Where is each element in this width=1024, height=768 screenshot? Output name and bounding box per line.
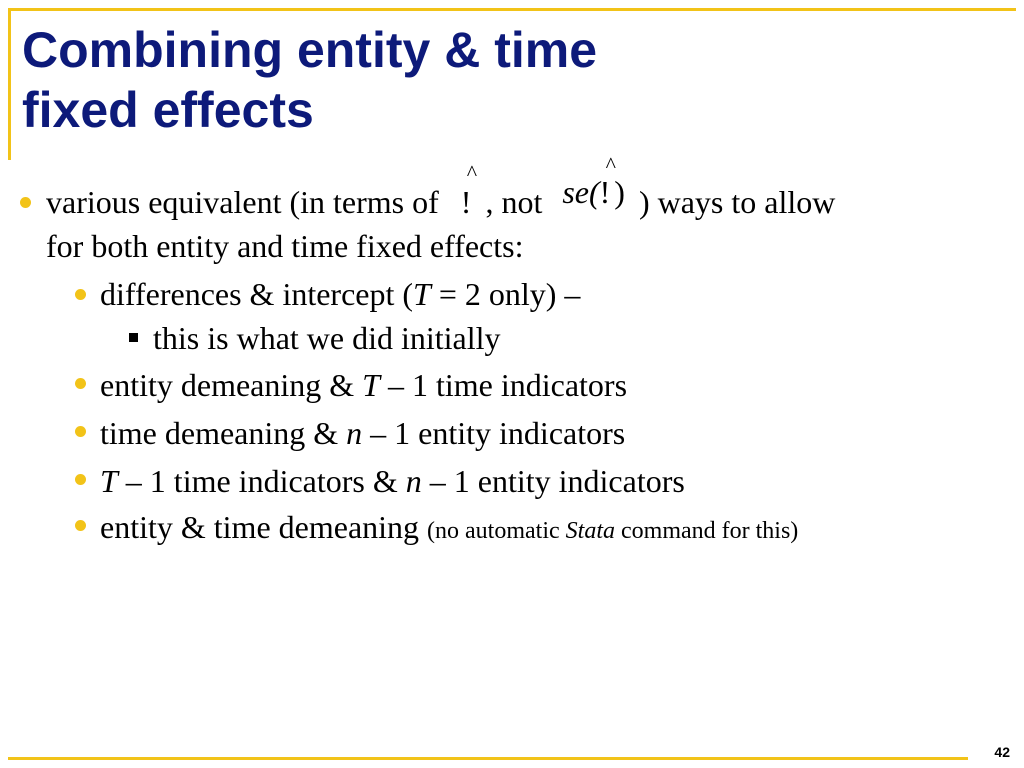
se-label: se(: [562, 174, 600, 210]
sub-bullet-text: differences & intercept (: [100, 276, 414, 312]
sub-bullet-entity-demeaning: [100, 365, 627, 405]
bullet-dot-icon: [75, 289, 86, 300]
sub-bullet-entity-time-demeaning: [100, 507, 798, 551]
slide-title: [22, 20, 597, 140]
sub-bullet-text: = 2 only) –: [430, 276, 581, 312]
variable-T: T: [362, 367, 380, 403]
se-beta-symbol: !: [599, 174, 611, 210]
sub-bullet-indicators: [100, 461, 685, 501]
variable-n: n: [405, 463, 422, 499]
slide-title-line-2: fixed effects: [22, 82, 314, 138]
bullet-1-middle: , not: [485, 184, 543, 220]
bullet-1-prefix: various equivalent (in terms of: [46, 184, 439, 220]
se-beta-wrapper: [599, 152, 616, 210]
square-bullet-icon: [129, 333, 138, 342]
bullet-dot-icon: [75, 426, 86, 437]
frame-bottom-line: [8, 757, 968, 760]
sub-bullet-time-demeaning: [100, 413, 625, 453]
stata-name: Stata: [565, 518, 615, 544]
sub-bullet-differences: [100, 274, 580, 314]
sub-bullet-text: – 1 entity indicators: [362, 415, 626, 451]
bullet-dot-icon: [75, 520, 86, 531]
sub-bullet-text: – 1 entity indicators: [421, 463, 685, 499]
bullet-1-suffix: ) ways to allow: [638, 184, 836, 220]
sub-bullet-text: time demeaning &: [100, 415, 347, 451]
variable-T: T: [100, 463, 118, 499]
sub-sub-bullet-initially: this is what we did initially: [153, 320, 501, 356]
bullet-dot-icon: [75, 378, 86, 389]
se-close-paren: ): [614, 174, 625, 210]
sub-bullet-text: entity demeaning &: [100, 367, 363, 403]
page-number: 42: [994, 744, 1010, 760]
slide-title-line-1: Combining entity & time: [22, 22, 597, 78]
sub-bullet-text: – 1 time indicators: [379, 367, 628, 403]
beta-symbol: !: [460, 184, 472, 220]
variable-T: T: [413, 276, 431, 312]
variable-n: n: [346, 415, 363, 451]
bullet-dot-icon: [75, 474, 86, 485]
hat-accent-icon: ^: [605, 152, 616, 177]
se-beta-hat-math: [562, 152, 625, 212]
bullet-dot-icon: [20, 197, 31, 208]
hat-accent-icon: ^: [466, 160, 478, 185]
sub-bullet-note: (no automatic: [427, 518, 566, 544]
sub-bullet-text: entity & time demeaning: [100, 509, 428, 545]
bullet-1-line-1: [46, 152, 836, 222]
beta-hat-math: [460, 160, 478, 222]
frame-left-line: [8, 8, 11, 160]
frame-top-line: [8, 8, 1016, 11]
bullet-1-line-2: for both entity and time fixed effects:: [46, 228, 524, 264]
sub-bullet-text: – 1 time indicators &: [117, 463, 406, 499]
sub-bullet-note: command for this): [615, 518, 799, 544]
